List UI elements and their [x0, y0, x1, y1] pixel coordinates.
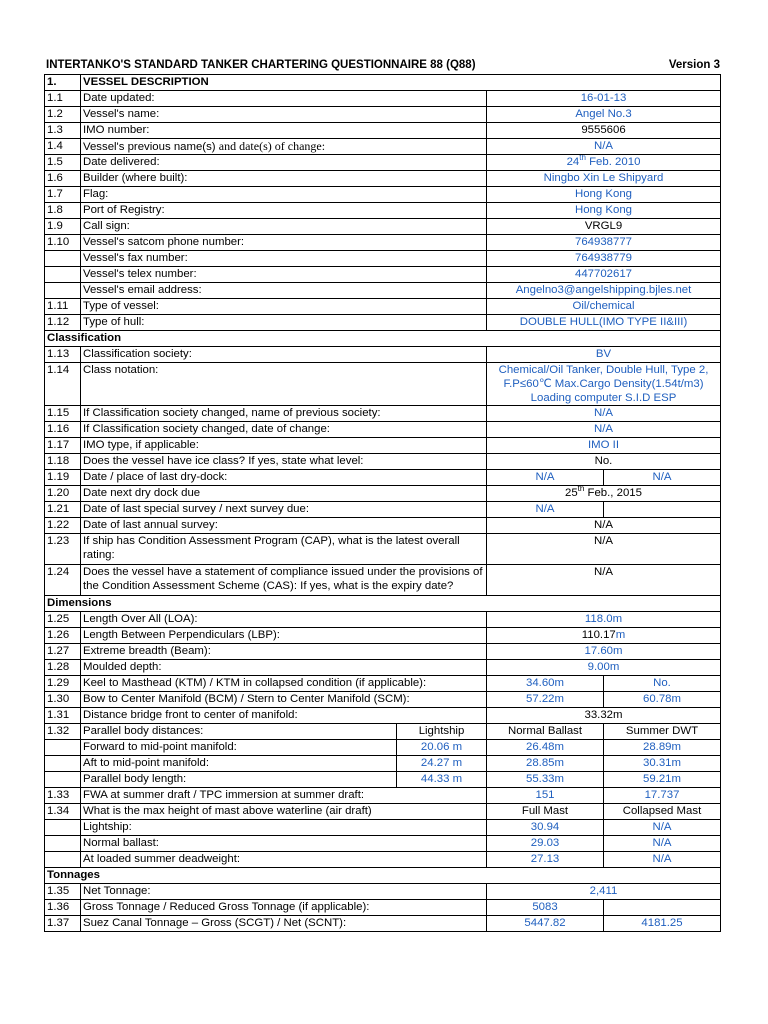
- table-row: [45, 612, 721, 628]
- item-number: 1.29: [45, 676, 81, 692]
- item-value: 24.27 m: [397, 756, 487, 772]
- table-row: [45, 692, 721, 708]
- label-part: and date(s) of change:: [218, 139, 326, 153]
- table-row: [45, 916, 721, 932]
- ordinal-suffix: th: [579, 154, 586, 163]
- item-label: Moulded depth:: [81, 660, 487, 676]
- item-number: 1.2: [45, 107, 81, 123]
- table-row: [45, 454, 721, 470]
- item-label: Extreme breadth (Beam):: [81, 644, 487, 660]
- table-row: [45, 740, 721, 756]
- item-label: Suez Canal Tonnage – Gross (SCGT) / Net (SCNT):: [81, 916, 487, 932]
- item-label: Date / place of last dry-dock:: [81, 470, 487, 486]
- table-row: [45, 155, 721, 171]
- item-number: 1.21: [45, 502, 81, 518]
- table-row: [45, 283, 721, 299]
- item-value: Ningbo Xin Le Shipyard: [487, 171, 721, 187]
- item-value: 151: [487, 788, 604, 804]
- item-value: [487, 628, 721, 644]
- item-number: 1.10: [45, 235, 81, 251]
- item-label: If Classification society changed, date of change:: [81, 422, 487, 438]
- item-value: [604, 900, 721, 916]
- item-number: 1.32: [45, 724, 81, 740]
- table-row: [45, 900, 721, 916]
- item-label: Parallel body distances:: [81, 724, 397, 740]
- item-number: 1.31: [45, 708, 81, 724]
- item-value: 27.13: [487, 852, 604, 868]
- item-label: Type of hull:: [81, 315, 487, 331]
- item-value: N/A: [604, 852, 721, 868]
- item-number: 1.36: [45, 900, 81, 916]
- item-number: 1.7: [45, 187, 81, 203]
- item-number: 1.37: [45, 916, 81, 932]
- section-title: Tonnages: [45, 868, 721, 884]
- item-label: Port of Registry:: [81, 203, 487, 219]
- item-number: 1.5: [45, 155, 81, 171]
- item-number: 1.18: [45, 454, 81, 470]
- item-number: 1.9: [45, 219, 81, 235]
- questionnaire-table: [44, 74, 721, 932]
- table-row: [45, 772, 721, 788]
- item-value: N/A: [487, 502, 604, 518]
- item-number: [45, 852, 81, 868]
- table-row: [45, 203, 721, 219]
- table-row: [45, 331, 721, 347]
- item-label: Class notation:: [81, 363, 487, 406]
- item-label: [81, 139, 487, 155]
- table-row: [45, 438, 721, 454]
- item-value: DOUBLE HULL(IMO TYPE II&III): [487, 315, 721, 331]
- item-value: 26.48m: [487, 740, 604, 756]
- item-number: 1.25: [45, 612, 81, 628]
- item-label: Does the vessel have a statement of compliance issued under the provisions of the Condition Assessment Scheme (CAS): If yes, what is the expiry date?: [81, 565, 487, 596]
- document-header: [44, 58, 720, 74]
- label-part: Vessel's previous name(s): [83, 141, 219, 153]
- table-row: [45, 534, 721, 565]
- item-number: [45, 836, 81, 852]
- class-notation-line: Chemical/Oil Tanker, Double Hull, Type 2,: [498, 364, 709, 376]
- table-row: [45, 644, 721, 660]
- item-label: Forward to mid-point manifold:: [81, 740, 397, 756]
- item-label: Parallel body length:: [81, 772, 397, 788]
- item-value: No.: [604, 676, 721, 692]
- item-number: 1.33: [45, 788, 81, 804]
- table-row: [45, 347, 721, 363]
- item-value: 5083: [487, 900, 604, 916]
- table-row: [45, 884, 721, 900]
- column-header: Lightship: [397, 724, 487, 740]
- item-number: 1.27: [45, 644, 81, 660]
- table-row: [45, 565, 721, 596]
- item-label: If ship has Condition Assessment Program (CAP), what is the latest overall rating:: [81, 534, 487, 565]
- item-value: 59.21m: [604, 772, 721, 788]
- item-label: Length Between Perpendiculars (LBP):: [81, 628, 487, 644]
- item-number: 1.17: [45, 438, 81, 454]
- date-value: [565, 487, 642, 499]
- item-number: 1.14: [45, 363, 81, 406]
- item-value: 29.03: [487, 836, 604, 852]
- table-row: [45, 363, 721, 406]
- item-value: N/A: [487, 518, 721, 534]
- item-label: Vessel's fax number:: [81, 251, 487, 267]
- item-label: Net Tonnage:: [81, 884, 487, 900]
- value-number: 24: [566, 156, 580, 168]
- item-value: 17.737: [604, 788, 721, 804]
- item-label: Vessel's email address:: [81, 283, 487, 299]
- item-label: What is the max height of mast above waterline (air draft): [81, 804, 487, 820]
- item-value: 60.78m: [604, 692, 721, 708]
- item-label: Date next dry dock due: [81, 486, 487, 502]
- item-number: [45, 756, 81, 772]
- item-label: Vessel's name:: [81, 107, 487, 123]
- table-row: [45, 123, 721, 139]
- item-number: 1.30: [45, 692, 81, 708]
- item-value: 44.33 m: [397, 772, 487, 788]
- item-value: 9.00m: [487, 660, 721, 676]
- item-value: N/A: [604, 470, 721, 486]
- item-value: 16-01-13: [487, 91, 721, 107]
- column-header: Full Mast: [487, 804, 604, 820]
- table-row: [45, 219, 721, 235]
- item-number: 1.12: [45, 315, 81, 331]
- table-row: [45, 107, 721, 123]
- item-value: 55.33m: [487, 772, 604, 788]
- item-value: BV: [487, 347, 721, 363]
- section-number: 1.: [45, 75, 81, 91]
- item-number: 1.20: [45, 486, 81, 502]
- table-row: [45, 235, 721, 251]
- table-row: [45, 660, 721, 676]
- item-value: 4181.25: [604, 916, 721, 932]
- item-number: [45, 283, 81, 299]
- item-number: 1.34: [45, 804, 81, 820]
- item-number: [45, 740, 81, 756]
- section-title: VESSEL DESCRIPTION: [81, 75, 721, 91]
- item-value: Hong Kong: [487, 203, 721, 219]
- item-label: Date updated:: [81, 91, 487, 107]
- table-row: [45, 756, 721, 772]
- table-row: [45, 724, 721, 740]
- item-label: Aft to mid-point manifold:: [81, 756, 397, 772]
- item-value: 2,411: [487, 884, 721, 900]
- table-row: [45, 75, 721, 91]
- class-notation-line: F.P≤60℃ Max.Cargo Density(1.54t/m3): [503, 378, 704, 390]
- item-label: At loaded summer deadweight:: [81, 852, 487, 868]
- item-number: 1.13: [45, 347, 81, 363]
- item-number: 1.26: [45, 628, 81, 644]
- item-label: Date of last special survey / next survey due:: [81, 502, 487, 518]
- table-row: [45, 820, 721, 836]
- table-row: [45, 267, 721, 283]
- item-label: Gross Tonnage / Reduced Gross Tonnage (if applicable):: [81, 900, 487, 916]
- item-number: 1.28: [45, 660, 81, 676]
- item-number: 1.15: [45, 406, 81, 422]
- item-label: Call sign:: [81, 219, 487, 235]
- table-row: [45, 139, 721, 155]
- column-header: Collapsed Mast: [604, 804, 721, 820]
- item-number: 1.1: [45, 91, 81, 107]
- table-row: [45, 422, 721, 438]
- value-rest: Feb. 2010: [585, 156, 641, 168]
- item-label: Distance bridge front to center of manifold:: [81, 708, 487, 724]
- item-value: 9555606: [487, 123, 721, 139]
- class-notation-value: [487, 363, 721, 406]
- table-row: [45, 299, 721, 315]
- item-value: N/A: [487, 565, 721, 596]
- table-row: [45, 502, 721, 518]
- item-number: 1.19: [45, 470, 81, 486]
- item-number: 1.11: [45, 299, 81, 315]
- item-label: Date delivered:: [81, 155, 487, 171]
- class-notation-line: Loading computer S.I.D ESP: [530, 392, 677, 404]
- table-row: [45, 852, 721, 868]
- table-row: [45, 406, 721, 422]
- item-label: Length Over All (LOA):: [81, 612, 487, 628]
- table-row: [45, 251, 721, 267]
- item-number: [45, 820, 81, 836]
- item-value: 118.0m: [487, 612, 721, 628]
- item-value: 17.60m: [487, 644, 721, 660]
- item-label: Normal ballast:: [81, 836, 487, 852]
- item-value: N/A: [604, 820, 721, 836]
- item-value: N/A: [487, 406, 721, 422]
- item-value: VRGL9: [487, 219, 721, 235]
- item-value: N/A: [487, 139, 721, 155]
- column-header: Normal Ballast: [487, 724, 604, 740]
- item-number: 1.16: [45, 422, 81, 438]
- item-label: Flag:: [81, 187, 487, 203]
- item-value: 33.32m: [487, 708, 721, 724]
- item-value: N/A: [487, 534, 721, 565]
- table-row: [45, 804, 721, 820]
- item-label: If Classification society changed, name of previous society:: [81, 406, 487, 422]
- item-label: Type of vessel:: [81, 299, 487, 315]
- table-row: [45, 788, 721, 804]
- item-value: IMO II: [487, 438, 721, 454]
- item-number: 1.3: [45, 123, 81, 139]
- table-row: [45, 518, 721, 534]
- section-title: Dimensions: [45, 596, 721, 612]
- table-row: [45, 628, 721, 644]
- item-number: 1.24: [45, 565, 81, 596]
- item-number: [45, 772, 81, 788]
- item-label: Vessel's telex number:: [81, 267, 487, 283]
- item-value: 764938779: [487, 251, 721, 267]
- table-row: [45, 486, 721, 502]
- table-row: [45, 676, 721, 692]
- item-value: 34.60m: [487, 676, 604, 692]
- item-value: Hong Kong: [487, 187, 721, 203]
- value-number: 25: [565, 487, 578, 499]
- item-value: [604, 502, 721, 518]
- item-label: Keel to Masthead (KTM) / KTM in collapsed condition (if applicable):: [81, 676, 487, 692]
- item-value: N/A: [604, 836, 721, 852]
- item-label: Builder (where built):: [81, 171, 487, 187]
- item-number: 1.35: [45, 884, 81, 900]
- version-label: Version 3: [668, 59, 720, 71]
- item-label: IMO type, if applicable:: [81, 438, 487, 454]
- item-value: Angelno3@angelshipping.bjles.net: [487, 283, 721, 299]
- table-row: [45, 470, 721, 486]
- item-label: Vessel's satcom phone number:: [81, 235, 487, 251]
- item-value: [487, 155, 721, 171]
- item-value: 447702617: [487, 267, 721, 283]
- column-header: Summer DWT: [604, 724, 721, 740]
- table-row: [45, 171, 721, 187]
- item-number: 1.23: [45, 534, 81, 565]
- table-row: [45, 708, 721, 724]
- item-value: Oil/chemical: [487, 299, 721, 315]
- item-number: [45, 251, 81, 267]
- item-label: Bow to Center Manifold (BCM) / Stern to Center Manifold (SCM):: [81, 692, 487, 708]
- item-value: No.: [487, 454, 721, 470]
- item-value: 20.06 m: [397, 740, 487, 756]
- item-number: 1.22: [45, 518, 81, 534]
- item-value: N/A: [487, 470, 604, 486]
- table-row: [45, 868, 721, 884]
- item-value: 28.85m: [487, 756, 604, 772]
- item-value: 30.94: [487, 820, 604, 836]
- item-label: IMO number:: [81, 123, 487, 139]
- value-unit: m: [615, 629, 626, 641]
- item-label: Classification society:: [81, 347, 487, 363]
- item-value: Angel No.3: [487, 107, 721, 123]
- item-value: N/A: [487, 422, 721, 438]
- item-value: 28.89m: [604, 740, 721, 756]
- item-label: FWA at summer draft / TPC immersion at summer draft:: [81, 788, 487, 804]
- item-number: 1.4: [45, 139, 81, 155]
- item-value: 5447.82: [487, 916, 604, 932]
- item-value: [487, 486, 721, 502]
- item-number: 1.8: [45, 203, 81, 219]
- table-row: [45, 596, 721, 612]
- item-number: [45, 267, 81, 283]
- item-value: 764938777: [487, 235, 721, 251]
- table-row: [45, 315, 721, 331]
- value-rest: Feb., 2015: [584, 487, 642, 499]
- document-title: INTERTANKO'S STANDARD TANKER CHARTERING QUESTIONNAIRE 88 (Q88): [46, 59, 476, 71]
- table-row: [45, 836, 721, 852]
- item-value: 57.22m: [487, 692, 604, 708]
- ordinal-suffix: th: [577, 485, 585, 494]
- item-label: Date of last annual survey:: [81, 518, 487, 534]
- item-label: Does the vessel have ice class? If yes, state what level:: [81, 454, 487, 470]
- table-row: [45, 91, 721, 107]
- section-title: Classification: [45, 331, 721, 347]
- item-number: 1.6: [45, 171, 81, 187]
- date-value: [567, 156, 641, 168]
- item-label: Lightship:: [81, 820, 487, 836]
- table-row: [45, 187, 721, 203]
- value-number: 110.17: [581, 629, 616, 641]
- item-value: 30.31m: [604, 756, 721, 772]
